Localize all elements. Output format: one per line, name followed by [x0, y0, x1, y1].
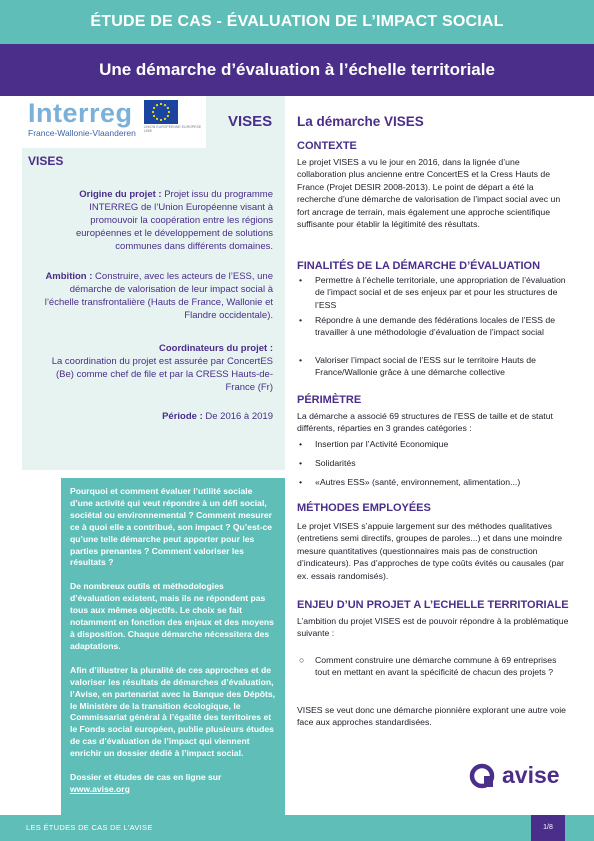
methodes-heading: MÉTHODES EMPLOYÉES	[297, 502, 431, 514]
eu-caption: UNION EUROPÉENNE EUROPESE UNIE	[144, 125, 202, 133]
perimetre-heading: PÉRIMÈTRE	[297, 394, 362, 406]
origin-text: Projet issu du programme INTERREG de l’Union Européenne visant à promouvoir la coopération entre les régions européennes et le développement de solutions communes dans différents domaines.	[75, 189, 273, 252]
perimetre-item	[297, 457, 569, 469]
footer	[0, 815, 594, 841]
circle-bullet-icon: ○	[299, 655, 305, 665]
intro-paragraph-1: Pourquoi et comment évaluer l’utilité sociale d’une activité qui veut répondre à un défi social, sociétal ou environnemental ? Comment mesurer ce à quoi elle a contribué, son impact ? Qu’est-ce qu’une telle démarche peut apporter pour les parties prenantes ? Comment valoriser les résultats ?	[70, 486, 273, 568]
ambition-text: Construire, avec les acteurs de l’ESS, une démarche de valorisation de leur impact social à l’échelle transfrontalière (Hauts de France, Wallonie et Flandre occidentale).	[44, 271, 273, 321]
project-info-panel	[22, 96, 285, 470]
period-block	[41, 410, 273, 423]
finalites-item	[297, 274, 569, 311]
top-banner	[0, 0, 594, 44]
finalites-item	[297, 354, 569, 379]
finalites-item-text: Répondre à une demande des fédérations locales de l’ESS de travailler à une méthodologie d’évaluation de l’impact social	[315, 315, 556, 338]
perimetre-item-text: «Autres ESS» (santé, environnement, alimentation...)	[315, 477, 521, 487]
conclusion-text: VISES se veut donc une démarche pionnière explorant une autre voie face aux approches standardisées.	[297, 705, 567, 728]
perimetre-item-text: Insertion par l’Activité Economique	[315, 439, 449, 449]
intro-box	[61, 478, 285, 815]
perimetre-item	[297, 476, 569, 488]
avise-logo-icon	[468, 762, 496, 790]
methodes-text: Le projet VISES s’appuie largement sur des méthodes qualitatives (entretiens semi directifs, groupes de paroles...) et dans une moindre mesure quantitatives (questionnaires mais pas de construction d’indicateurs). Pas d’approches de type coûts évités ou causales (par ex. essais randomisés).	[297, 521, 565, 581]
left-column	[22, 96, 285, 815]
intro-paragraph-3: Afin d’illustrer la pluralité de ces approches et de valoriser les résultats de démarches d’évaluation, l’Avise, en partenariat avec la Banque des Dépôts, le Ministère de la transition écologique, le Commissariat général à l’égalité des territoires et le Fonds social européen, publie plusieurs études de cas d’évaluation de l’impact qui viennent enrichir un dossier dédié à l’impact social.	[70, 664, 276, 759]
perimetre-text: La démarche a associé 69 structures de l’ESS de taille et de statut différents, réparties en 3 grandes catégories :	[297, 411, 553, 434]
enjeu-item-text: Comment construire une démarche commune à 69 entreprises tout en mettant en avant la spécificité de chacun des projets ?	[315, 655, 557, 678]
finalites-item-text: Valoriser l’impact social de l’ESS sur le territoire Hauts de France/Wallonie grâce à une démarche collective	[315, 355, 536, 378]
page-number-box	[531, 815, 565, 841]
page-number: 1/8	[543, 824, 553, 831]
period-text: De 2016 à 2019	[202, 411, 273, 422]
coordinators-label: Coordinateurs du projet :	[159, 343, 273, 354]
contexte-heading: CONTEXTE	[297, 140, 357, 152]
enjeu-item	[297, 654, 569, 679]
intro-paragraph-4	[70, 772, 276, 796]
bullet-icon: •	[299, 315, 303, 325]
enjeu-heading: ENJEU D’UN PROJET A L’ECHELLE TERRITORIALE	[297, 599, 569, 611]
avise-logo	[468, 762, 568, 792]
online-text: Dossier et études de cas en ligne sur	[70, 772, 222, 783]
period-label: Période :	[162, 411, 203, 422]
enjeu-text: L’ambition du projet VISES est de pouvoir répondre à la problématique suivante :	[297, 616, 569, 639]
coordinators-block	[41, 342, 273, 394]
section-title: La démarche VISES	[297, 114, 424, 129]
project-name: VISES	[28, 154, 64, 168]
bullet-icon: •	[299, 275, 303, 285]
footer-label: LES ÉTUDES DE CAS DE L’AVISE	[26, 823, 153, 832]
bullet-icon: •	[299, 439, 303, 449]
finalites-item-text: Permettre à l’échelle territoriale, une appropriation de l’évaluation de l’impact social et de ses enjeux par et pour les structures de l’ESS	[315, 275, 566, 310]
origin-label: Origine du projet :	[79, 189, 162, 200]
bullet-icon: •	[299, 477, 303, 487]
coordinators-text: La coordination du projet est assurée par ConcertES (Be) comme chef de file et par la CRESS Hauts-de-France (Fr)	[51, 356, 273, 393]
finalites-item	[297, 314, 569, 339]
page-title: ÉTUDE DE CAS - ÉVALUATION DE L’IMPACT SOCIAL	[90, 13, 504, 30]
eu-flag-icon	[144, 100, 178, 124]
ambition-label: Ambition :	[45, 271, 93, 282]
interreg-logo	[22, 96, 206, 148]
sub-banner	[0, 44, 594, 96]
avise-wordmark: avise	[502, 762, 560, 788]
contexte-text: Le projet VISES a vu le jour en 2016, dans la lignée d’une collaboration plus ancienne entre ConcertES et la Cress Hauts de France (Projet DESIR 2008-2013). Le point de départ a été la recherche d’une démarche de valorisation de l’impact social avec un fort ancrage de terrain, mais également une approche scientifique suffisante pour établir la légitimité des résultats.	[297, 157, 561, 230]
perimetre-item	[297, 438, 569, 450]
avise-link[interactable]: www.avise.org	[70, 783, 130, 794]
intro-paragraph-2: De nombreux outils et méthodologies d’évaluation existent, mais ils ne répondent pas tous aux mêmes objectifs. Le choix se fait notamment en fonction des enjeux et des moyens à disposition. Chaque démarche nécessitera des adaptations.	[70, 581, 274, 651]
project-tag: VISES	[228, 113, 273, 130]
bullet-icon: •	[299, 458, 303, 468]
perimetre-item-text: Solidarités	[315, 458, 356, 468]
bullet-icon: •	[299, 355, 303, 365]
origin-block	[41, 188, 273, 253]
page-subtitle: Une démarche d’évaluation à l’échelle territoriale	[99, 60, 495, 79]
ambition-block	[41, 270, 273, 322]
interreg-tagline: France-Wallonie-Vlaanderen	[28, 128, 136, 138]
finalites-heading: FINALITÉS DE LA DÉMARCHE D’ÉVALUATION	[297, 260, 541, 272]
interreg-wordmark: Interreg	[28, 98, 133, 128]
